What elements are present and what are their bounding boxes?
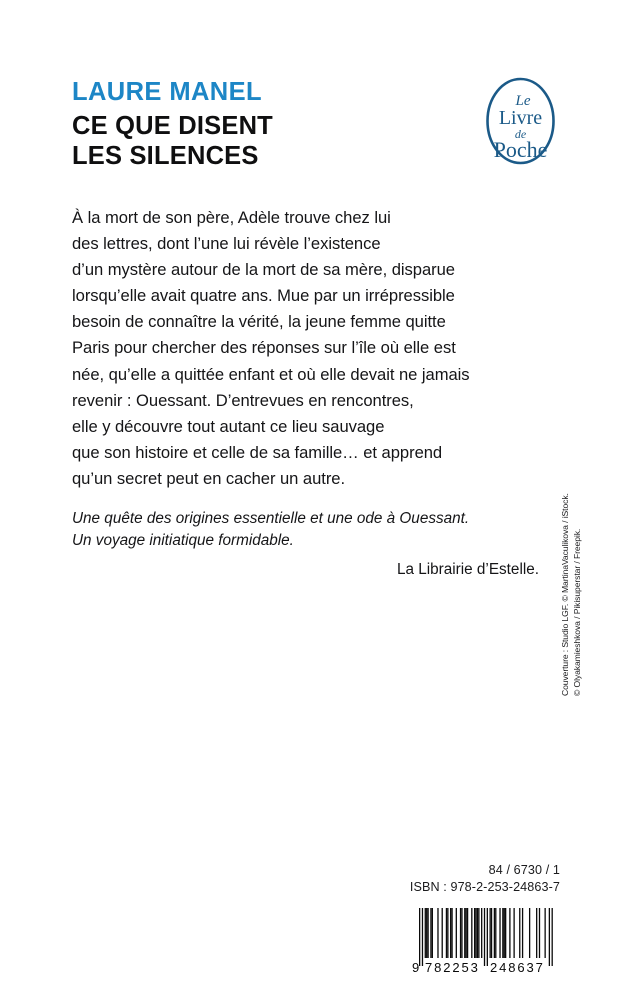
- review-source: La Librairie d’Estelle.: [397, 561, 539, 578]
- cover-credits: [560, 493, 594, 696]
- review-line: Une quête des origines essentielle et une ode à Ouessant.: [72, 510, 470, 527]
- svg-text:Poche: Poche: [493, 137, 548, 162]
- publisher-logo: [478, 72, 563, 170]
- author-name: LAURE MANEL: [72, 78, 262, 106]
- blurb-line: besoin de connaître la vérité, la jeune femme quitte: [72, 312, 446, 332]
- blurb-line: elle y découvre tout autant ce lieu sauvage: [72, 416, 385, 436]
- review-quote: [72, 508, 542, 581]
- credits-line-2: © Olyakamieshkova / Pikisuperstar / Freepik.: [571, 528, 582, 696]
- svg-text:de: de: [514, 127, 527, 141]
- blurb-line: des lettres, dont l’une lui révèle l’existence: [72, 234, 381, 254]
- review-line: Un voyage initiatique formidable.: [72, 532, 294, 549]
- credits-line-1: Couverture : Studio LGF. © MartinaVaculikova / iStock.: [560, 493, 570, 696]
- title-line-2: LES SILENCES: [72, 141, 259, 170]
- svg-text:Livre: Livre: [498, 107, 543, 129]
- isbn-number: ISBN : 978-2-253-24863-7: [409, 880, 560, 894]
- page-title: [72, 111, 452, 171]
- svg-text:782253: 782253: [425, 960, 480, 975]
- blurb-line: revenir : Ouessant. D’entrevues en rencontres,: [72, 390, 414, 410]
- cover-header: [72, 78, 452, 171]
- blurb-text: [72, 205, 542, 492]
- isbn-block: [410, 862, 560, 896]
- blurb-line: lorsqu’elle avait quatre ans. Mue par un irrépressible: [72, 286, 455, 306]
- blurb-line: que son histoire et celle de sa famille… et apprend: [72, 442, 443, 462]
- ean13-barcode: [408, 906, 560, 978]
- blurb-line: d’un mystère autour de la mort de sa mère, disparue: [72, 260, 455, 280]
- blurb-line: À la mort de son père, Adèle trouve chez lui: [72, 208, 391, 227]
- blurb-line: qu’un secret peut en cacher un autre.: [72, 468, 346, 488]
- title-line-1: CE QUE DISENT: [72, 111, 273, 140]
- blurb-line: Paris pour chercher des réponses sur l’île où elle est: [72, 338, 456, 358]
- blurb-line: née, qu’elle a quittée enfant et où elle devait ne jamais: [72, 364, 470, 384]
- svg-text:248637: 248637: [490, 960, 545, 975]
- internal-code: 84 / 6730 / 1: [488, 863, 560, 877]
- svg-text:Le: Le: [515, 93, 531, 109]
- svg-text:9: 9: [412, 960, 420, 975]
